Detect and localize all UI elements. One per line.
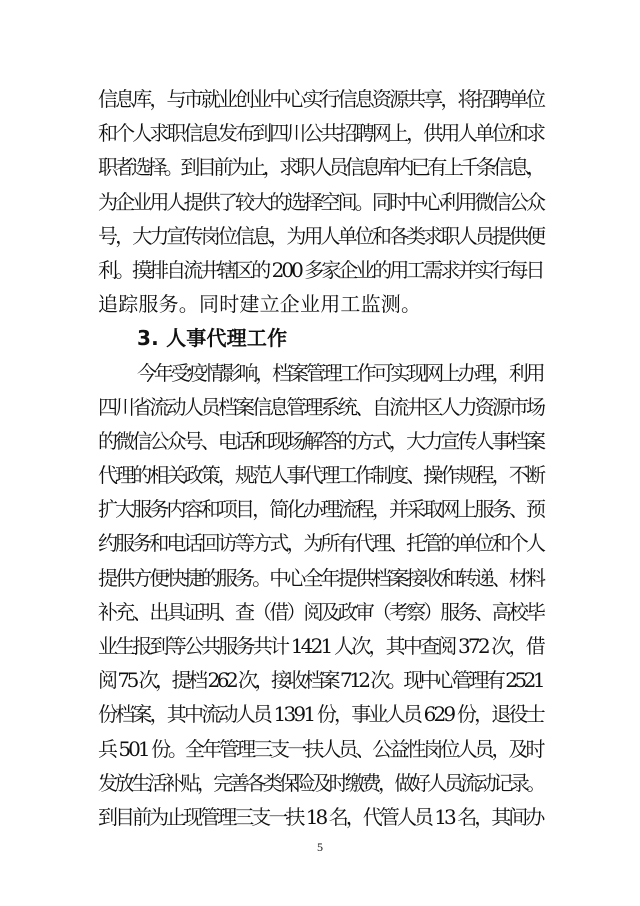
paragraph-2-line-6: 约服务和电话回访等方式，为所有代理、托管的单位和个人 [98, 531, 544, 555]
paragraph-2-line-8: 补充、出具证明、查（借）阅及政审（考察）服务、高校毕 [98, 600, 544, 624]
paragraph-2-line-2: 四川省流动人员档案信息管理系统、自流井区人力资源市场 [98, 395, 544, 419]
paragraph-1-line-1: 信息库，与市就业创业中心实行信息资源共享，将招聘单位 [98, 87, 544, 111]
page-number: 5 [317, 840, 323, 854]
paragraph-2-line-14: 到目前为止现管理三支一扶 18 名，代管人员 13 名，其间办 [98, 805, 543, 829]
paragraph-2-line-13: 发放生活补贴，完善各类保险及时缴费，做好人员流动记录。 [98, 771, 543, 795]
paragraph-2-line-9: 业生报到等公共服务共计 1421 人次，其中查阅 372 次，借 [98, 634, 543, 658]
paragraph-2-line-1: 今年受疫情影响，档案管理工作可实现网上办理，利用 [137, 361, 543, 385]
paragraph-1-line-2: 和个人求职信息发布到四川公共招聘网上，供用人单位和求 [98, 121, 544, 145]
paragraph-2-line-7: 提供方便快捷的服务。中心全年提供档案接收和转递、材料 [98, 566, 544, 590]
paragraph-2-line-3: 的微信公众号、电话和现场解答的方式，大力宣传人事档案 [98, 429, 544, 453]
paragraph-2-line-5: 扩大服务内容和项目，简化办理流程，并采取网上服务、预 [98, 497, 544, 521]
paragraph-2-line-12: 兵 501 份。全年管理三支一扶人员、公益性岗位人员，及时 [98, 737, 543, 761]
paragraph-1-line-5: 号，大力宣传岗位信息，为用人单位和各类求职人员提供便 [98, 224, 544, 248]
paragraph-2-line-4: 代理的相关政策，规范人事代理工作制度、操作规程，不断 [98, 463, 544, 487]
paragraph-1-line-4: 为企业用人提供了较大的选择空间。同时中心利用微信公众 [98, 190, 544, 214]
section-heading: 3. 人事代理工作 [137, 326, 288, 350]
paragraph-1-line-6: 利。摸排自流井辖区的 200 多家企业的用工需求并实行每日 [98, 258, 543, 282]
paragraph-2-line-10: 阅 75 次，提档 262 次，接收档案 712 次。现中心管理有 2521 [98, 668, 543, 692]
paragraph-1-line-3: 职者选择。到目前为止，求职人员信息库内已有上千条信息， [98, 155, 543, 179]
paragraph-2-line-11: 份档案，其中流动人员 1391 份，事业人员 629 份，退役士 [98, 702, 543, 726]
paragraph-1-line-7: 追踪服务。同时建立企业用工监测。 [98, 292, 422, 316]
